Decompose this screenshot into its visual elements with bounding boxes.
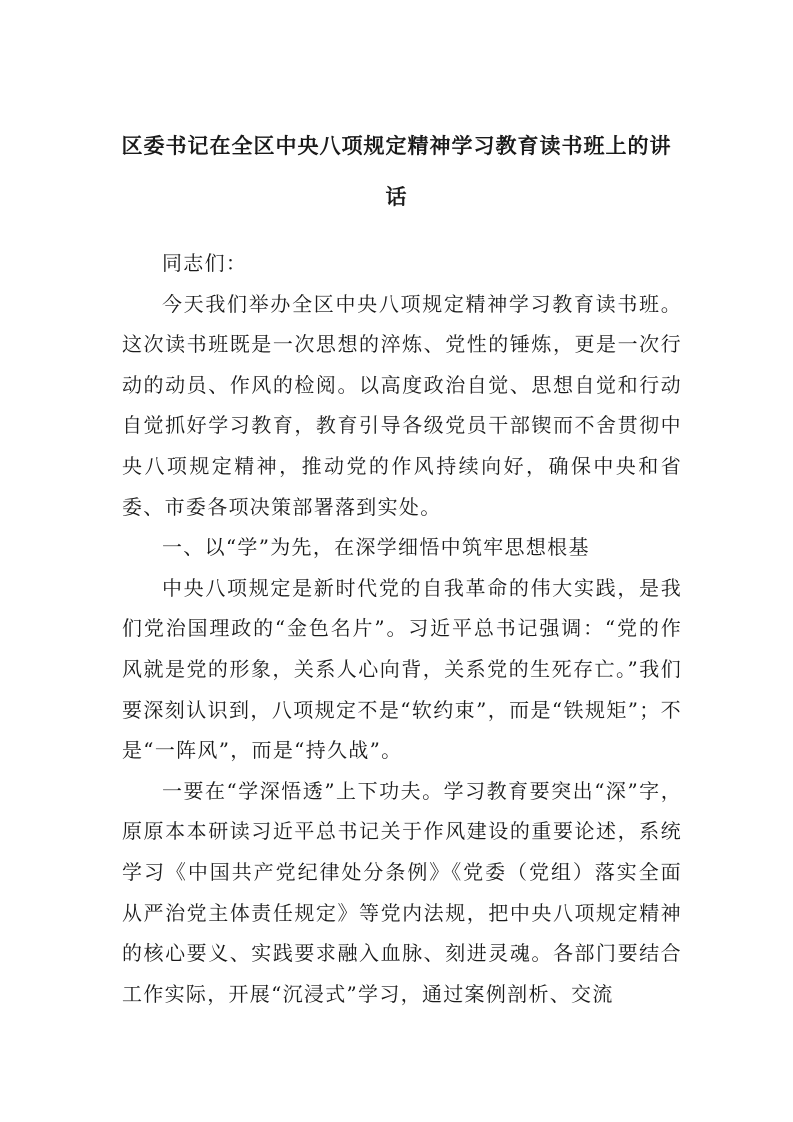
document-title-line-1: 区委书记在全区中央八项规定精神学习教育读书班上的讲 xyxy=(121,133,672,158)
paragraph-section-1: 中央八项规定是新时代党的自我革命的伟大实践，是我们党治国理政的“金色名片”。习近平总书记强调：“党的作风就是党的形象，关系人心向背，关系党的生死存亡。”我们要深刻认识到，八项规定不是“软约束”，而是“铁规矩”；不是“一阵风”，而是“持久战”。 xyxy=(122,575,682,763)
document-body xyxy=(122,243,682,1014)
section-heading-1: 一、以“学”为先，在深学细悟中筑牢思想根基 xyxy=(162,535,590,560)
paragraph-point-1: 一要在“学深悟透”上下功夫。学习教育要突出“深”字，原原本本研读习近平总书记关于作风建设的重要论述，系统学习《中国共产党纪律处分条例》《党委（党组）落实全面从严治党主体责任规定》等党内法规，把中央八项规定精神的核心要义、实践要求融入血脉、刻进灵魂。各部门要结合工作实际，开展“沉浸式”学习，通过案例剖析、交流 xyxy=(122,778,682,1006)
document-title-line-2: 话 xyxy=(385,184,408,209)
paragraph-intro: 今天我们举办全区中央八项规定精神学习教育读书班。这次读书班既是一次思想的淬炼、党性的锤炼，更是一次行动的动员、作风的检阅。以高度政治自觉、思想自觉和行动自觉抓好学习教育，教育引导各级党员干部锲而不舍贯彻中央八项规定精神，推动党的作风持续向好，确保中央和省委、市委各项决策部署落到实处。 xyxy=(122,291,682,519)
salutation: 同志们： xyxy=(162,251,248,275)
